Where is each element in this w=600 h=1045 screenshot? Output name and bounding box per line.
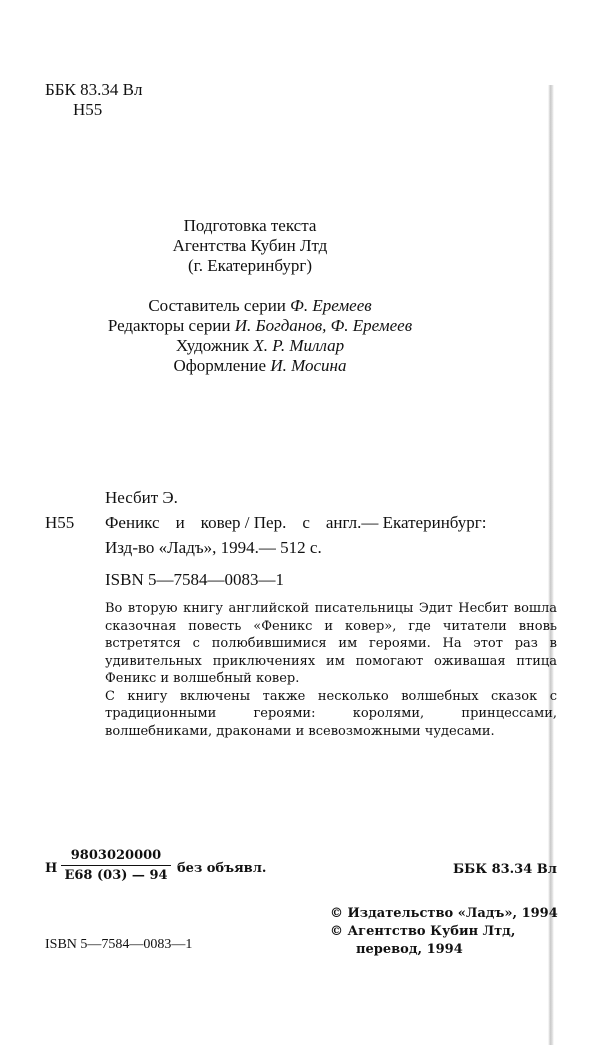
catalog-code: Н55 — [45, 513, 75, 532]
catalog-isbn: ISBN 5—7584—0083—1 — [105, 570, 284, 589]
copyright-translation: перевод, 1994 — [356, 942, 463, 957]
copyright-agency: © Агентство Кубин Лтд, — [330, 924, 516, 939]
copyright-block — [330, 905, 558, 959]
bbk-footer: ББК 83.34 Вл — [453, 862, 557, 877]
code-numerator: 9803020000 — [61, 848, 171, 866]
preparation-line2: Агентства Кубин Лтд — [172, 236, 328, 255]
text-preparation — [70, 216, 430, 276]
catalog-title-line: Феникс и ковер / Пер. с англ.— Екатеринбург: — [105, 513, 487, 532]
credit-compiler: Составитель серии Ф. Еремеев — [148, 296, 372, 315]
page-edge-shadow — [548, 85, 554, 1045]
preparation-line3: (г. Екатеринбург) — [187, 256, 312, 275]
bbk-header — [45, 80, 142, 120]
catalog-publisher-line: Изд-во «Ладъ», 1994.— 512 с. — [105, 538, 322, 557]
bbk-code: ББК 83.34 Вл — [45, 80, 143, 99]
series-credits — [70, 296, 450, 376]
credit-editors: Редакторы серии И. Богданов, Ф. Еремеев — [107, 316, 413, 335]
annotation — [105, 600, 557, 740]
catalog-author: Несбит Э. — [105, 488, 178, 507]
credit-design: Оформление И. Мосина — [173, 356, 347, 375]
credit-artist: Художник Х. Р. Миллар — [175, 336, 345, 355]
annotation-paragraph-1: Во вторую книгу английской писательницы Эдит Несбит вошла сказочная повесть «Феникс и ковер», где читатели вновь встретятся с полюбившимися им героями. На этот раз в удивительных приключениях им помогают оживашая птица Феникс и волшебный ковер. — [105, 601, 557, 686]
preparation-line1: Подготовка текста — [183, 216, 317, 235]
footer-isbn: ISBN 5—7584—0083—1 — [45, 937, 193, 952]
annotation-paragraph-2: С книгу включены также несколько волшебных сказок с традиционными героями: королями, принцессами, волшебниками, драконами и всевозможными чудесами. — [105, 688, 557, 739]
code-denominator: Е68 (03) — 94 — [64, 868, 168, 883]
code-note: без объявл. — [177, 861, 267, 876]
code-fraction — [61, 848, 171, 883]
code-prefix: Н — [45, 861, 58, 876]
author-sign: Н55 — [73, 100, 103, 119]
copyright-publisher: © Издательство «Ладъ», 1994 — [330, 906, 558, 921]
